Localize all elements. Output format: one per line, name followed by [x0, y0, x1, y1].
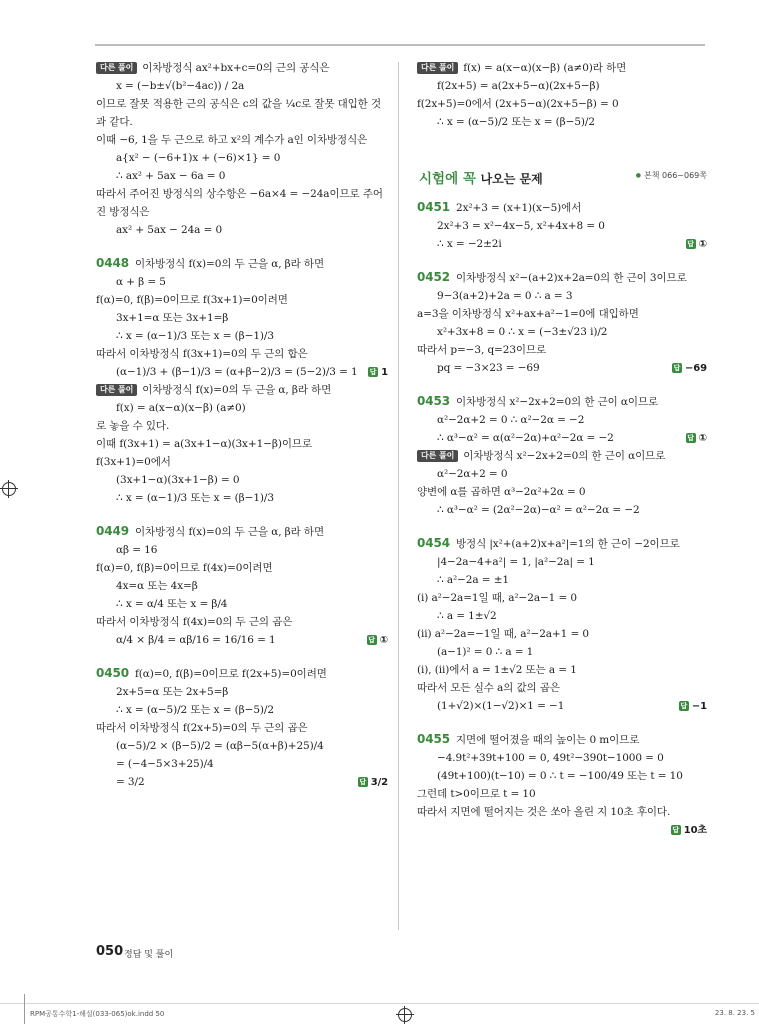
- alt-solution-tag: 다른 풀이: [96, 384, 137, 396]
- line-text: 이차방정식 f(x)=0의 두 근을 α, β라 하면: [142, 384, 332, 396]
- solution-line: [96, 206, 388, 219]
- answer-badge: [672, 362, 707, 375]
- line-text: 방정식 |x²+(a+2)x+a²|=1의 한 근이 −2이므로: [456, 538, 680, 550]
- solution-line: [96, 224, 388, 237]
- line-text: (α−1)/3 + (β−1)/3 = (α+β−2)/3 = (5−2)/3 = 1: [116, 366, 358, 378]
- solution-line: [96, 62, 388, 75]
- right-column-top: [417, 62, 707, 129]
- answer-value: ①: [698, 433, 707, 444]
- problem-0451: [417, 201, 707, 215]
- solution-line: [96, 348, 388, 361]
- solution-line: [417, 220, 707, 233]
- solution-line: [96, 98, 388, 111]
- line-text: 이차방정식 x²−2x+2=0의 한 근이 α이므로: [456, 396, 659, 408]
- solution-line: [417, 592, 707, 605]
- solution-line: [96, 80, 388, 93]
- line-text: (49t+100)(t−10) = 0 ∴ t = −100/49 또는 t = 10: [437, 770, 683, 782]
- line-text: α²−2α+2 = 0 ∴ α²−2α = −2: [437, 414, 585, 426]
- solution-line: [417, 362, 707, 375]
- line-text: (α−5)/2 × (β−5)/2 = (αβ−5(α+β)+25)/4: [116, 740, 324, 752]
- top-rule: [95, 44, 705, 46]
- line-text: ∴ x = −2±2i: [437, 238, 502, 250]
- alt-solution-tag: 다른 풀이: [96, 62, 137, 74]
- line-text: pq = −3×23 = −69: [437, 362, 540, 374]
- line-text: f(α)=0, f(β)=0이므로 f(2x+5)=0이려면: [135, 668, 327, 680]
- line-text: f(2x+5) = a(2x+5−α)(2x+5−β): [437, 80, 600, 92]
- column-divider: [398, 62, 399, 930]
- solution-line: [96, 704, 388, 717]
- line-text: (3x+1−α)(3x+1−β) = 0: [116, 474, 240, 486]
- line-text: a{x² − (−6+1)x + (−6)×1} = 0: [116, 152, 281, 164]
- alt-solution-tag: 다른 풀이: [417, 62, 458, 74]
- solution-line: [417, 308, 707, 321]
- line-text: 이차방정식 f(x)=0의 두 근을 α, β라 하면: [135, 526, 325, 538]
- answer-badge: [686, 238, 707, 251]
- line-text: 이차방정식 f(x)=0의 두 근을 α, β라 하면: [135, 258, 325, 270]
- answer-value: 3/2: [370, 777, 388, 788]
- solution-line: [417, 62, 707, 75]
- solution-line: [96, 276, 388, 289]
- line-text: = (−4−5×3+25)/4: [116, 758, 214, 770]
- answer-badge: [367, 634, 388, 647]
- line-text: 9−3(a+2)+2a = 0 ∴ a = 3: [437, 290, 573, 302]
- answer-mark-icon: 답: [687, 434, 694, 442]
- section-reference: ● 본책 066~069쪽: [636, 170, 707, 181]
- problem-0449: [96, 525, 388, 539]
- line-text: ∴ x = (α−5)/2 또는 x = (β−5)/2: [116, 704, 274, 716]
- solution-line: [417, 432, 707, 445]
- answer-mark-icon: 답: [673, 364, 681, 372]
- line-text: f(α)=0, f(β)=0이므로 f(3x+1)=0이려면: [96, 294, 288, 306]
- solution-line: [96, 384, 388, 397]
- solution-line: [96, 562, 388, 575]
- solution-line: [417, 290, 707, 303]
- line-text: 2x²+3 = (x+1)(x−5)에서: [456, 202, 582, 214]
- problem-0454: [417, 537, 707, 551]
- line-text: ax² + 5ax − 24a = 0: [116, 224, 223, 236]
- answer-value: 1: [381, 367, 388, 378]
- crop-mark: [24, 994, 25, 1024]
- line-text: 로 놓을 수 있다.: [96, 420, 170, 432]
- solution-line: [96, 580, 388, 593]
- solution-line: [96, 456, 388, 469]
- answer-mark-icon: 답: [687, 240, 694, 248]
- solution-line: [96, 616, 388, 629]
- line-text: ∴ α³−α² = (2α²−2α)−α² = α²−2α = −2: [437, 504, 640, 516]
- solution-line: [417, 414, 707, 427]
- problem-0448: [96, 257, 388, 271]
- line-text: f(α)=0, f(β)=0이므로 f(4x)=0이려면: [96, 562, 273, 574]
- solution-line: [417, 556, 707, 569]
- solution-line: [96, 312, 388, 325]
- answer-badge: [679, 700, 707, 713]
- answer-mark-icon: 답: [359, 778, 367, 786]
- line-text: 이므로 잘못 적용한 근의 공식은 c의 값을 ¼c로 잘못 대입한 것: [96, 98, 382, 110]
- solution-line: [417, 98, 707, 111]
- line-text: ∴ x = (α−1)/3 또는 x = (β−1)/3: [116, 330, 274, 342]
- solution-line: [417, 468, 707, 481]
- solution-line: [96, 492, 388, 505]
- problem-number: 0448: [96, 256, 129, 270]
- solution-line: [96, 722, 388, 735]
- line-text: ∴ x = α/4 또는 x = β/4: [116, 598, 228, 610]
- line-text: 진 방정식은: [96, 206, 150, 218]
- line-text: 그런데 t>0이므로 t = 10: [417, 788, 536, 800]
- answer-mark-icon: 답: [680, 702, 688, 710]
- solution-line: [96, 294, 388, 307]
- line-text: = 3/2: [116, 776, 145, 788]
- line-text: 이차방정식 x²−2x+2=0의 한 근이 α이므로: [463, 450, 666, 462]
- solution-line: [96, 776, 388, 789]
- solution-line: [96, 634, 388, 647]
- answer-badge: [671, 824, 707, 837]
- solution-line: [96, 438, 388, 451]
- line-text: α/4 × β/4 = αβ/16 = 16/16 = 1: [116, 634, 276, 646]
- page-number: 050: [96, 944, 124, 959]
- line-text: (1+√2)×(1−√2)×1 = −1: [437, 700, 565, 712]
- line-text: α²−2α+2 = 0: [437, 468, 508, 480]
- line-text: 따라서 이차방정식 f(4x)=0의 두 근의 곱은: [96, 616, 293, 628]
- solution-line: [417, 238, 707, 251]
- problem-number: 0455: [417, 732, 450, 746]
- line-text: 이때 −6, 1을 두 근으로 하고 x²의 계수가 a인 이차방정식은: [96, 134, 368, 146]
- line-text: 양변에 α를 곱하면 α³−2α²+2α = 0: [417, 486, 586, 498]
- line-text: f(x) = a(x−α)(x−β) (a≠0)라 하면: [463, 62, 627, 74]
- solution-line: [417, 80, 707, 93]
- line-text: a=3을 이차방정식 x²+ax+a²−1=0에 대입하면: [417, 308, 639, 320]
- solution-line: [96, 402, 388, 415]
- line-text: 이때 f(3x+1) = a(3x+1−α)(3x+1−β)이므로: [96, 438, 312, 450]
- solution-line: [417, 664, 707, 677]
- problem-0452: [417, 271, 707, 285]
- slug-date: 23. 8. 23. 5: [714, 1009, 755, 1017]
- line-text: ∴ x = (α−5)/2 또는 x = (β−5)/2: [437, 116, 595, 128]
- line-text: x = (−b±√(b²−4ac)) / 2a: [116, 80, 245, 92]
- problem-number: 0454: [417, 536, 450, 550]
- solution-line: [96, 686, 388, 699]
- line-text: 따라서 지면에 떨어지는 것은 쏘아 올린 지 10초 후이다.: [417, 806, 671, 818]
- solution-line: [417, 806, 707, 819]
- line-text: 2x²+3 = x²−4x−5, x²+4x+8 = 0: [437, 220, 605, 232]
- answer-value: 10초: [683, 825, 707, 836]
- answer-mark-icon: 답: [368, 636, 375, 644]
- line-text: −4.9t²+39t+100 = 0, 49t²−390t−1000 = 0: [437, 752, 664, 764]
- line-text: 따라서 이차방정식 f(2x+5)=0의 두 근의 곱은: [96, 722, 308, 734]
- answer-mark-icon: 답: [369, 368, 377, 376]
- solution-line: [96, 758, 388, 771]
- answer-badge: [358, 776, 388, 789]
- right-column-problems: [417, 200, 707, 836]
- line-text: x²+3x+8 = 0 ∴ x = (−3±√23 i)/2: [437, 326, 608, 338]
- solution-line: [96, 170, 388, 183]
- problem-0455: [417, 733, 707, 747]
- problem-number: 0452: [417, 270, 450, 284]
- line-text: f(x) = a(x−α)(x−β) (a≠0): [116, 402, 246, 414]
- solution-line: [96, 544, 388, 557]
- line-text: 따라서 이차방정식 f(3x+1)=0의 두 근의 합은: [96, 348, 308, 360]
- solution-line: [417, 788, 707, 801]
- solution-line: [96, 420, 388, 433]
- line-text: 따라서 p=−3, q=23이므로: [417, 344, 547, 356]
- solution-line: [96, 366, 388, 379]
- line-text: (i) a²−2a=1일 때, a²−2a−1 = 0: [417, 592, 578, 604]
- line-text: ∴ x = (α−1)/3 또는 x = (β−1)/3: [116, 492, 274, 504]
- line-text: f(2x+5)=0에서 (2x+5−α)(2x+5−β) = 0: [417, 98, 619, 110]
- answer-value: ①: [379, 635, 388, 646]
- section-title-accent: 시험에 꼭: [419, 171, 476, 187]
- line-text: 이차방정식 ax²+bx+c=0의 근의 공식은: [142, 62, 330, 74]
- solution-line: [96, 134, 388, 147]
- problem-number: 0449: [96, 524, 129, 538]
- problem-number: 0450: [96, 666, 129, 680]
- answer-value: −69: [685, 363, 707, 374]
- line-text: 4x=α 또는 4x=β: [116, 580, 198, 592]
- solution-line: [417, 646, 707, 659]
- solution-line: [96, 330, 388, 343]
- section-title: [417, 165, 553, 189]
- solution-line: [417, 504, 707, 517]
- solution-line: [417, 628, 707, 641]
- line-text: ∴ a²−2a = ±1: [437, 574, 509, 586]
- answer-badge: [686, 432, 707, 445]
- problem-number: 0451: [417, 200, 450, 214]
- line-text: |4−2a−4+a²| = 1, |a²−2a| = 1: [437, 556, 595, 568]
- registration-mark-icon: [398, 1008, 412, 1022]
- slug-file: RPM공통수학1-해설(033-065)ok.indd 50: [30, 1010, 165, 1018]
- problem-number: 0453: [417, 394, 450, 408]
- solution-line: [96, 188, 388, 201]
- line-text: (ii) a²−2a=−1일 때, a²−2a+1 = 0: [417, 628, 589, 640]
- right-column: [417, 62, 707, 837]
- line-text: 따라서 모든 실수 a의 값의 곱은: [417, 682, 560, 694]
- solution-line: [96, 116, 388, 129]
- line-text: f(3x+1)=0에서: [96, 456, 171, 468]
- section-header: [417, 165, 707, 189]
- solution-line: [417, 682, 707, 695]
- alt-solution-tag: 다른 풀이: [417, 450, 458, 462]
- line-text: 이차방정식 x²−(a+2)x+2a=0의 한 근이 3이므로: [456, 272, 687, 284]
- solution-line: [417, 770, 707, 783]
- answer-value: ①: [698, 239, 707, 250]
- solution-line: [417, 752, 707, 765]
- line-text: (a−1)² = 0 ∴ a = 1: [437, 646, 534, 658]
- line-text: 과 같다.: [96, 116, 133, 128]
- solution-line: [417, 326, 707, 339]
- section-title-rest: 나오는 문제: [480, 172, 543, 186]
- line-text: α + β = 5: [116, 276, 166, 288]
- solution-line: [417, 450, 707, 463]
- answer-mark-icon: 답: [672, 826, 680, 834]
- left-column: [96, 62, 388, 794]
- line-text: 3x+1=α 또는 3x+1=β: [116, 312, 229, 324]
- footer-label: 정답 및 풀이: [124, 950, 174, 960]
- solution-line: [417, 344, 707, 357]
- line-text: 따라서 주어진 방정식의 상수항은 −6a×4 = −24a이므로 주어: [96, 188, 383, 200]
- line-text: αβ = 16: [116, 544, 158, 556]
- solution-line: [96, 598, 388, 611]
- line-text: ∴ ax² + 5ax − 6a = 0: [116, 170, 226, 182]
- answer-badge: [368, 366, 388, 379]
- solution-line: [96, 474, 388, 487]
- solution-line: [417, 574, 707, 587]
- line-text: (i), (ii)에서 a = 1±√2 또는 a = 1: [417, 664, 577, 676]
- solution-line: [417, 116, 707, 129]
- solution-line: [417, 700, 707, 713]
- line-text: ∴ a = 1±√2: [437, 610, 497, 622]
- line-text: 지면에 떨어졌을 때의 높이는 0 m이므로: [456, 734, 640, 746]
- line-text: ∴ α³−α² = α(α²−2α)+α²−2α = −2: [437, 432, 614, 444]
- line-text: 2x+5=α 또는 2x+5=β: [116, 686, 229, 698]
- problem-0450: [96, 667, 388, 681]
- problem-0453: [417, 395, 707, 409]
- solution-line: [417, 610, 707, 623]
- solution-line: [96, 152, 388, 165]
- slug-rule: [0, 1003, 759, 1004]
- registration-mark-icon: [2, 482, 16, 496]
- solution-line: [417, 486, 707, 499]
- solution-line: [96, 740, 388, 753]
- answer-value: −1: [691, 701, 707, 712]
